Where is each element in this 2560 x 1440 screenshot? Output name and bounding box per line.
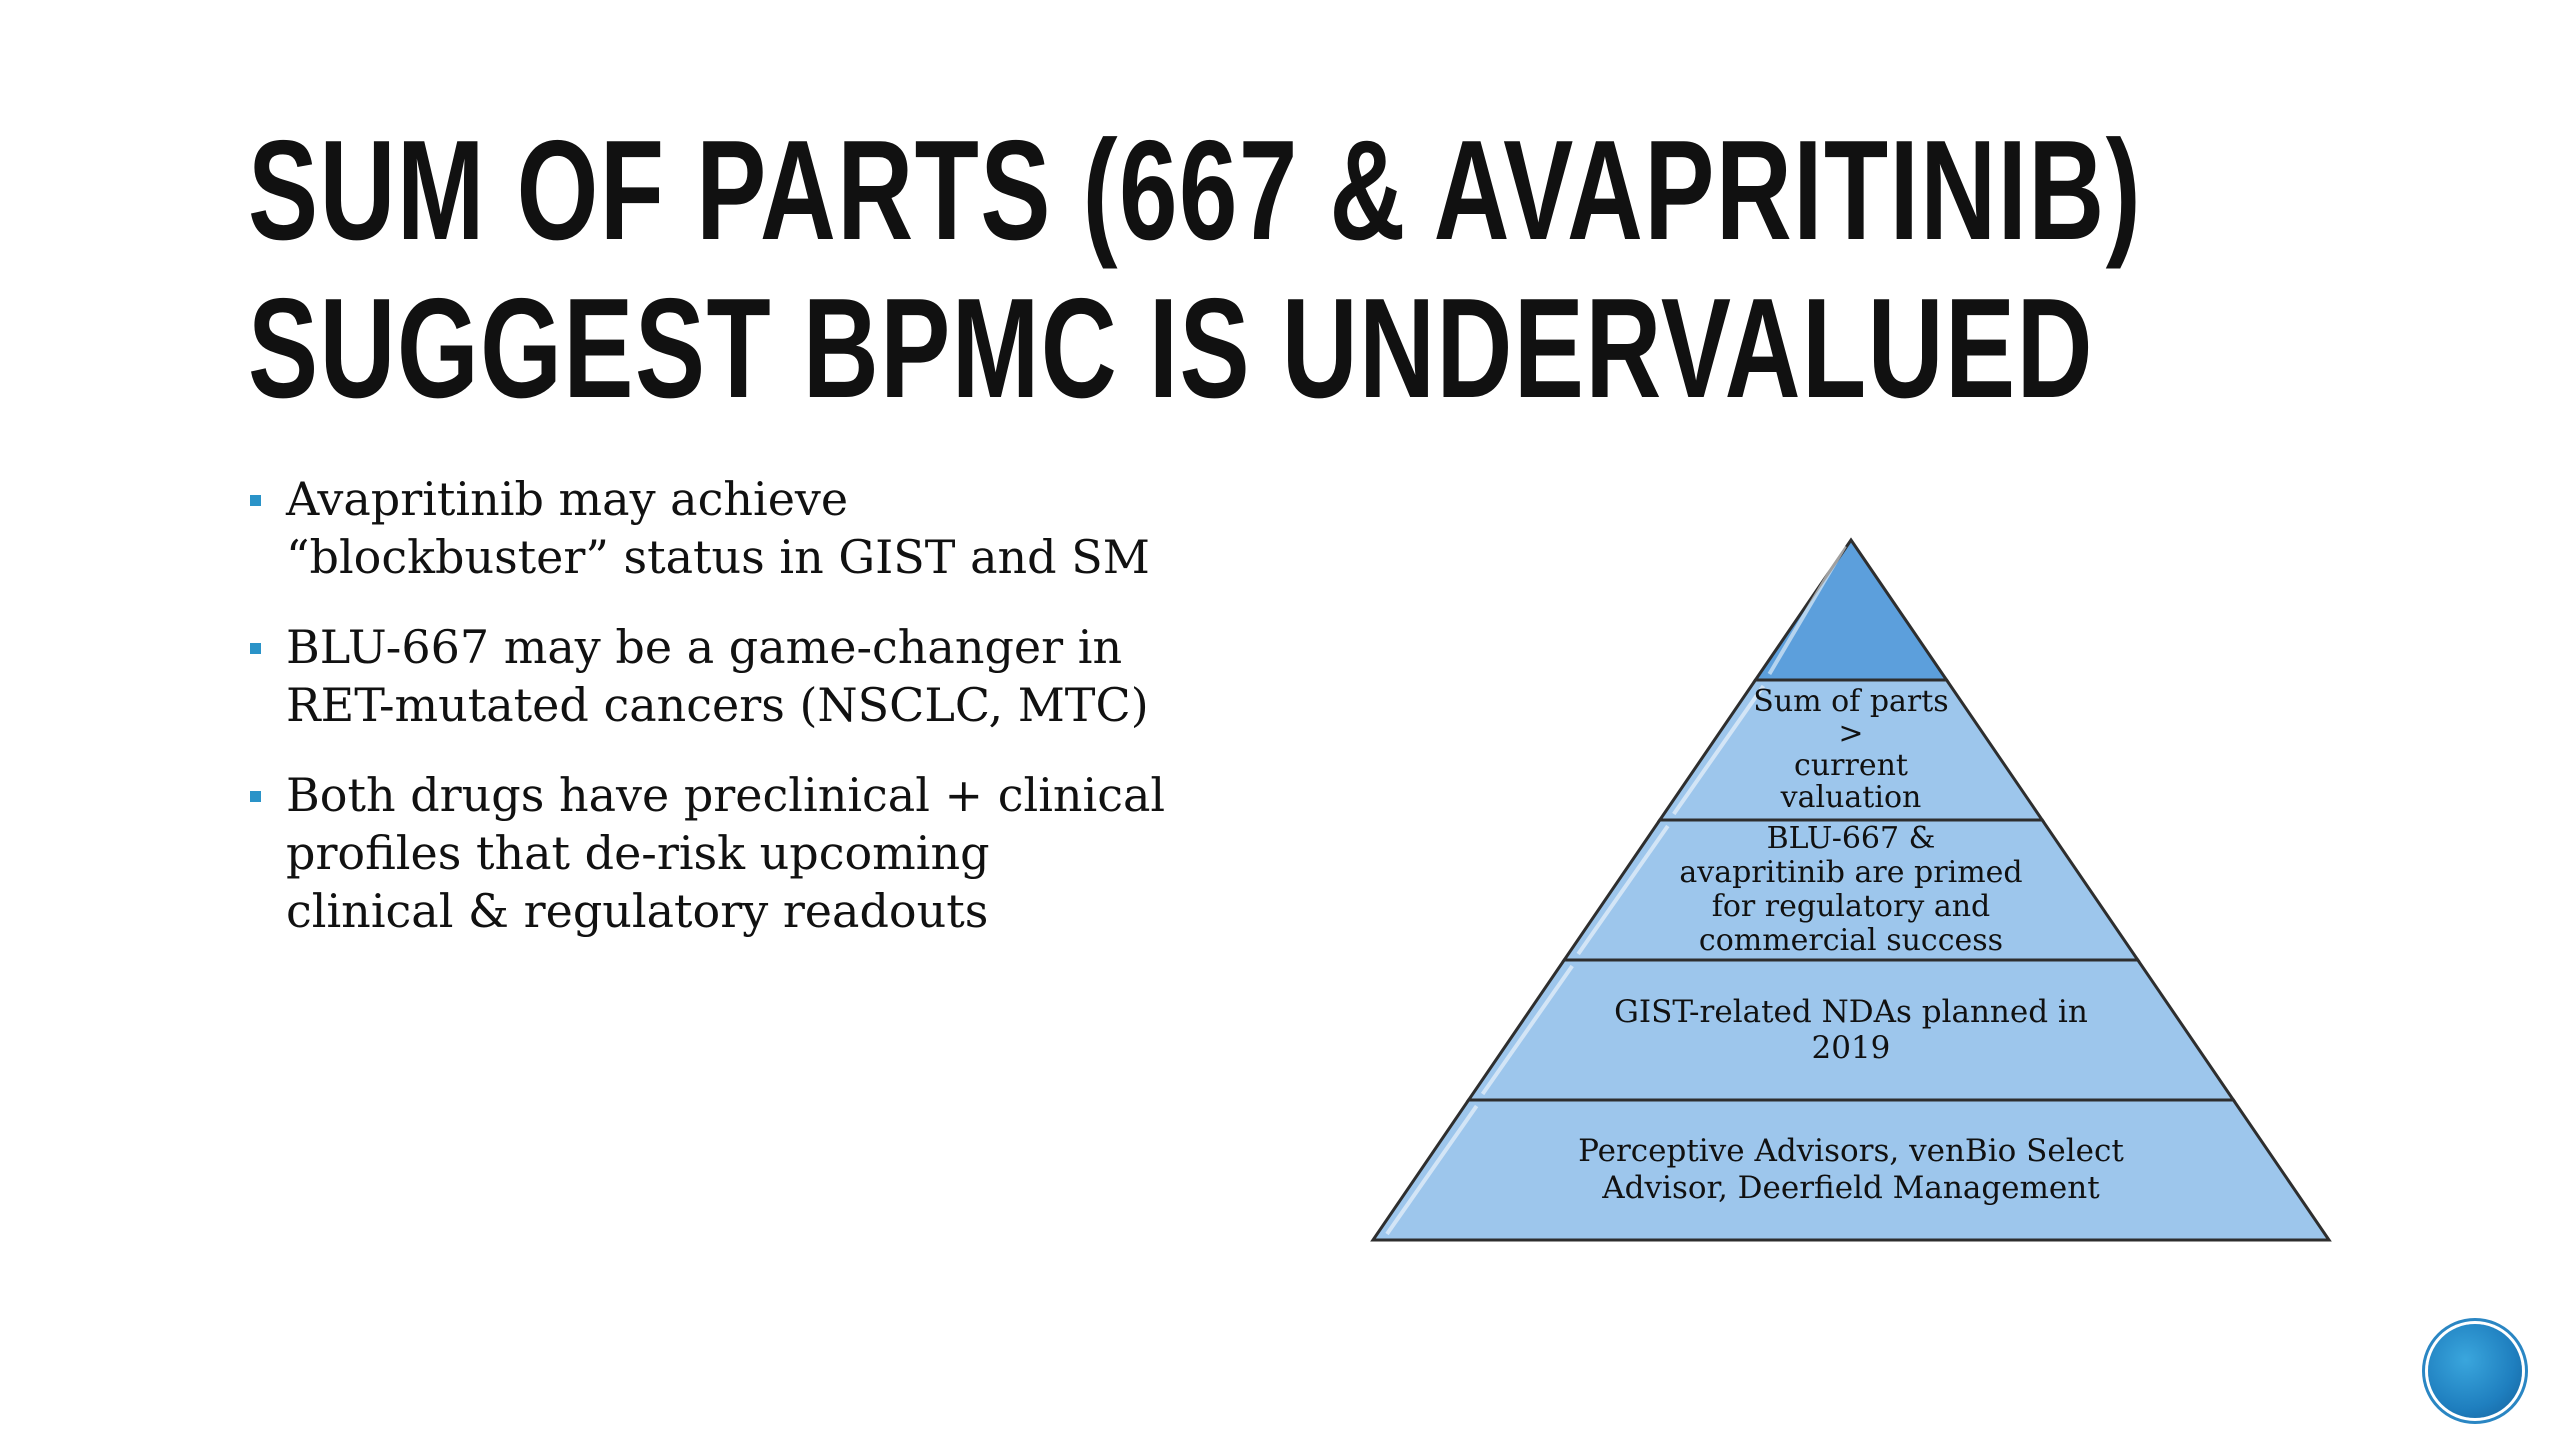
bullet-item (248, 618, 1248, 734)
bullet-line: Avapritinib may achieve (286, 472, 849, 526)
bullet-square-icon (250, 791, 261, 802)
pyramid-tier-label (1451, 1102, 2251, 1238)
pyramid-tier-text (1738, 686, 1965, 814)
corner-circle-button[interactable] (2428, 1324, 2522, 1418)
bullet-list (248, 470, 1248, 972)
bullet-line: BLU-667 may be a game-changer in (286, 620, 1123, 674)
pyramid-tier-label (1546, 962, 2155, 1098)
bullet-line: “blockbuster” status in GIST and SM (286, 530, 1150, 584)
bullet-line: Both drugs have preclinical + clinical (286, 768, 1166, 822)
pyramid-tier-line: BLU-667 & (1766, 821, 1936, 856)
pyramid-tier-label (1642, 822, 2060, 958)
pyramid-tier-line: GIST-related NDAs planned in (1614, 994, 2088, 1030)
bullet-item (248, 766, 1248, 940)
pyramid-tier-1 (1755, 540, 1946, 680)
pyramid-tier-line: valuation (1780, 780, 1922, 815)
pyramid-tier-line: for regulatory and (1711, 889, 1991, 924)
bullet-line: clinical & regulatory readouts (286, 884, 989, 938)
pyramid-tier-text (1578, 1133, 2124, 1207)
bullet-square-icon (250, 643, 261, 654)
bullet-line: profiles that de-risk upcoming (286, 826, 990, 880)
slide-title-line-1: SUM OF PARTS (667 & AVAPRITINIB) (248, 111, 2143, 270)
pyramid-tier-line: Perceptive Advisors, venBio Select (1578, 1133, 2124, 1169)
bullet-item (248, 470, 1248, 586)
bullet-square-icon (250, 495, 261, 506)
pyramid-tier-line: Sum of parts > (1753, 684, 1949, 751)
pyramid-tier-line: commercial success (1698, 923, 2004, 958)
pyramid-tier-line: avapritinib are primed (1679, 855, 2023, 890)
pyramid-tier-line: current (1794, 748, 1908, 783)
slide-title (248, 111, 2143, 428)
slide-title-line-2: SUGGEST BPMC IS UNDERVALUED (248, 269, 2094, 428)
bullet-line: RET-mutated cancers (NSCLC, MTC) (286, 678, 1149, 732)
pyramid-tier-line: 2019 (1811, 1030, 1891, 1066)
pyramid-tier-label (1738, 682, 1965, 818)
pyramid-tier-text (1614, 994, 2088, 1066)
pyramid-tier-text (1679, 822, 2022, 958)
pyramid-diagram (1368, 530, 2334, 1250)
pyramid-tier-line: Advisor, Deerfield Management (1602, 1170, 2100, 1206)
